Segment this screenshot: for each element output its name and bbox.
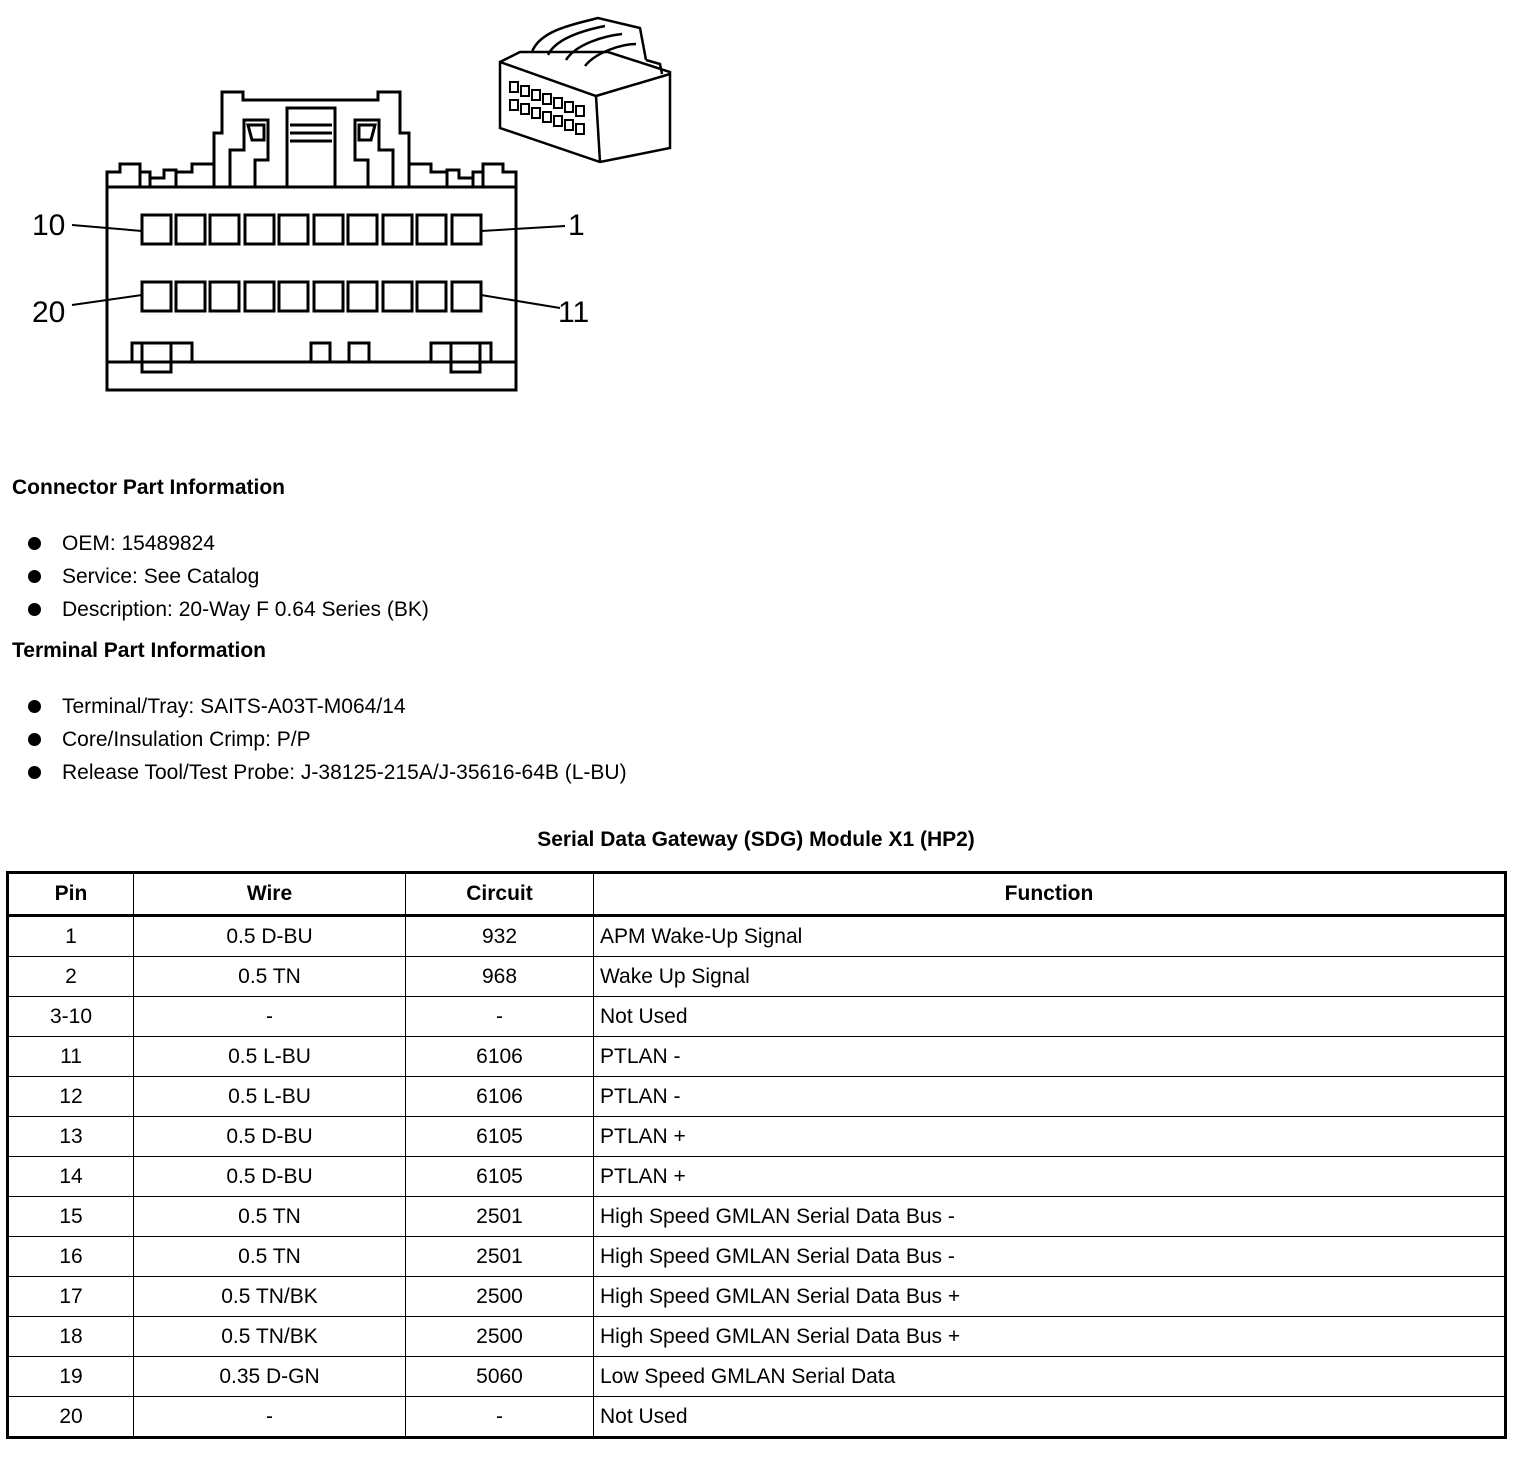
pin-cell: 19	[8, 1357, 134, 1397]
connector-isometric-view	[500, 18, 670, 162]
cavity-row-top	[142, 215, 481, 244]
table-row	[8, 916, 1506, 957]
circuit-cell: -	[406, 997, 594, 1037]
function-cell: PTLAN +	[594, 1157, 1506, 1197]
table-row	[8, 1357, 1506, 1397]
pin-cell: 13	[8, 1117, 134, 1157]
table-row	[8, 1197, 1506, 1237]
wire-cell: 0.5 TN/BK	[134, 1317, 406, 1357]
terminal-info-list	[28, 690, 627, 789]
table-title: Serial Data Gateway (SDG) Module X1 (HP2)	[537, 828, 975, 851]
list-item: Description: 20-Way F 0.64 Series (BK)	[28, 593, 429, 626]
wire-cell: 0.5 TN/BK	[134, 1277, 406, 1317]
pin-cell: 15	[8, 1197, 134, 1237]
circuit-cell: 5060	[406, 1357, 594, 1397]
table-row	[8, 1037, 1506, 1077]
table-row	[8, 957, 1506, 997]
list-item: OEM: 15489824	[28, 527, 429, 560]
wire-cell: 0.5 TN	[134, 1197, 406, 1237]
function-cell: High Speed GMLAN Serial Data Bus -	[594, 1237, 1506, 1277]
table-row	[8, 1397, 1506, 1438]
pin-label-11: 11	[558, 296, 590, 329]
bullet-icon	[28, 537, 41, 550]
function-cell: APM Wake-Up Signal	[594, 916, 1506, 957]
wire-cell: -	[134, 997, 406, 1037]
circuit-cell: 6106	[406, 1077, 594, 1117]
column-header-function: Function	[594, 873, 1506, 916]
bullet-icon	[28, 700, 41, 713]
bullet-icon	[28, 733, 41, 746]
function-cell: PTLAN -	[594, 1037, 1506, 1077]
table-row	[8, 1117, 1506, 1157]
circuit-cell: 2500	[406, 1317, 594, 1357]
pin-label-20: 20	[32, 296, 66, 329]
circuit-cell: 2501	[406, 1197, 594, 1237]
pin-cell: 2	[8, 957, 134, 997]
terminal-info-title: Terminal Part Information	[12, 639, 266, 662]
function-cell: Wake Up Signal	[594, 957, 1506, 997]
pin-cell: 1	[8, 916, 134, 957]
list-item: Release Tool/Test Probe: J-38125-215A/J-35616-64B (L-BU)	[28, 756, 627, 789]
table-row	[8, 1277, 1506, 1317]
pin-cell: 14	[8, 1157, 134, 1197]
list-item: Terminal/Tray: SAITS-A03T-M064/14	[28, 690, 627, 723]
column-header-wire: Wire	[134, 873, 406, 916]
circuit-cell: 2500	[406, 1277, 594, 1317]
wire-cell: 0.5 D-BU	[134, 1157, 406, 1197]
bullet-icon	[28, 570, 41, 583]
circuit-cell: 6105	[406, 1157, 594, 1197]
function-cell: High Speed GMLAN Serial Data Bus +	[594, 1277, 1506, 1317]
pin-label-10: 10	[32, 209, 66, 242]
function-cell: PTLAN +	[594, 1117, 1506, 1157]
pin-cell: 17	[8, 1277, 134, 1317]
pin-label-1: 1	[568, 209, 585, 242]
pin-cell: 3-10	[8, 997, 134, 1037]
connector-diagram	[0, 0, 700, 420]
circuit-cell: 6106	[406, 1037, 594, 1077]
pinout-table	[6, 871, 1507, 1439]
wire-cell: 0.5 TN	[134, 957, 406, 997]
wire-cell: 0.5 L-BU	[134, 1037, 406, 1077]
circuit-cell: 6105	[406, 1117, 594, 1157]
list-item: Core/Insulation Crimp: P/P	[28, 723, 627, 756]
connector-info-title: Connector Part Information	[12, 476, 286, 499]
table-header-row	[8, 873, 1506, 916]
circuit-cell: 2501	[406, 1237, 594, 1277]
pin-cell: 16	[8, 1237, 134, 1277]
table-row	[8, 1317, 1506, 1357]
connector-info-list	[28, 527, 429, 626]
table-row	[8, 1157, 1506, 1197]
circuit-cell: 932	[406, 916, 594, 957]
list-item: Service: See Catalog	[28, 560, 429, 593]
wire-cell: 0.5 D-BU	[134, 916, 406, 957]
pin-cell: 20	[8, 1397, 134, 1438]
column-header-pin: Pin	[8, 873, 134, 916]
pin-cell: 11	[8, 1037, 134, 1077]
pin-cell: 12	[8, 1077, 134, 1117]
table-row	[8, 1077, 1506, 1117]
wire-cell: 0.5 TN	[134, 1237, 406, 1277]
wire-cell: 0.35 D-GN	[134, 1357, 406, 1397]
function-cell: Not Used	[594, 1397, 1506, 1438]
function-cell: Not Used	[594, 997, 1506, 1037]
bullet-icon	[28, 766, 41, 779]
function-cell: High Speed GMLAN Serial Data Bus -	[594, 1197, 1506, 1237]
cavity-row-bottom	[142, 282, 481, 311]
function-cell: PTLAN -	[594, 1077, 1506, 1117]
function-cell: Low Speed GMLAN Serial Data	[594, 1357, 1506, 1397]
circuit-cell: 968	[406, 957, 594, 997]
bullet-icon	[28, 603, 41, 616]
table-row	[8, 1237, 1506, 1277]
pin-cell: 18	[8, 1317, 134, 1357]
wire-cell: -	[134, 1397, 406, 1438]
wire-cell: 0.5 D-BU	[134, 1117, 406, 1157]
column-header-circuit: Circuit	[406, 873, 594, 916]
table-row	[8, 997, 1506, 1037]
function-cell: High Speed GMLAN Serial Data Bus +	[594, 1317, 1506, 1357]
circuit-cell: -	[406, 1397, 594, 1438]
wire-cell: 0.5 L-BU	[134, 1077, 406, 1117]
